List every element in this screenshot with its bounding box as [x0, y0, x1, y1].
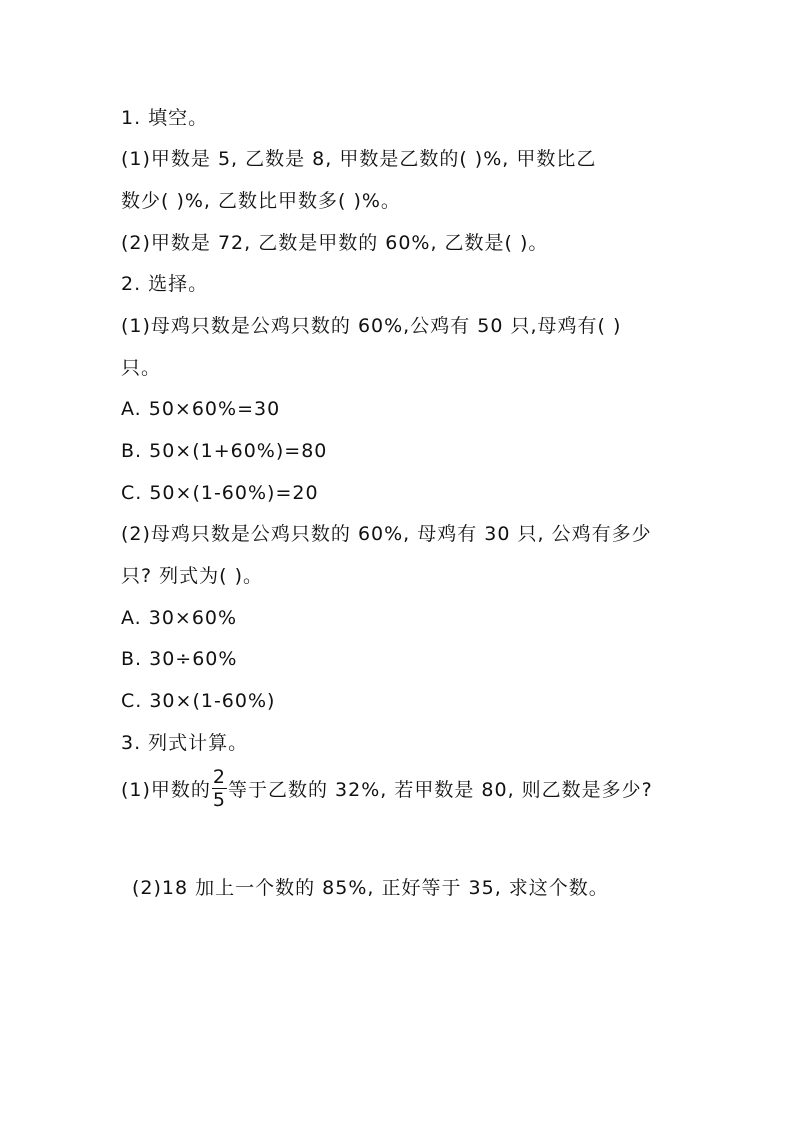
q3-part1-suffix: 等于乙数的 32%, 若甲数是 80, 则乙数是多少?: [228, 779, 653, 801]
q3-heading: 3. 列式计算。: [121, 732, 249, 754]
q1-part1-line1: (1)甲数是 5, 乙数是 8, 甲数是乙数的( )%, 甲数比乙: [121, 148, 597, 170]
q2-part1-option-a: A. 50×60%=30: [121, 398, 281, 420]
q2-part1-option-b: B. 50×(1+60%)=80: [121, 440, 328, 462]
q2-part2-option-b: B. 30÷60%: [121, 648, 238, 670]
q1-part1-line2: 数少( )%, 乙数比甲数多( )%。: [121, 190, 401, 212]
q1-heading: 1. 填空。: [121, 107, 209, 129]
q2-heading: 2. 选择。: [121, 273, 209, 295]
q2-part1-line2: 只。: [121, 357, 162, 379]
q2-part1-option-c: C. 50×(1-60%)=20: [121, 482, 319, 504]
q2-part2-option-a: A. 30×60%: [121, 607, 238, 629]
q2-part2-option-c: C. 30×(1-60%): [121, 690, 276, 712]
q2-part2-line2: 只? 列式为( )。: [121, 565, 263, 587]
fraction-numerator: 2: [212, 766, 227, 788]
q2-part1-line1: (1)母鸡只数是公鸡只数的 60%,公鸡有 50 只,母鸡有( ): [121, 315, 622, 337]
fraction-denominator: 5: [212, 789, 227, 811]
q1-part2: (2)甲数是 72, 乙数是甲数的 60%, 乙数是( )。: [121, 232, 549, 254]
q2-part2-line1: (2)母鸡只数是公鸡只数的 60%, 母鸡有 30 只, 公鸡有多少: [121, 523, 652, 545]
q3-part1-prefix: (1)甲数的: [121, 779, 211, 801]
q3-part2: (2)18 加上一个数的 85%, 正好等于 35, 求这个数。: [132, 877, 609, 899]
fraction: [212, 766, 227, 811]
q3-part1: [121, 768, 653, 813]
